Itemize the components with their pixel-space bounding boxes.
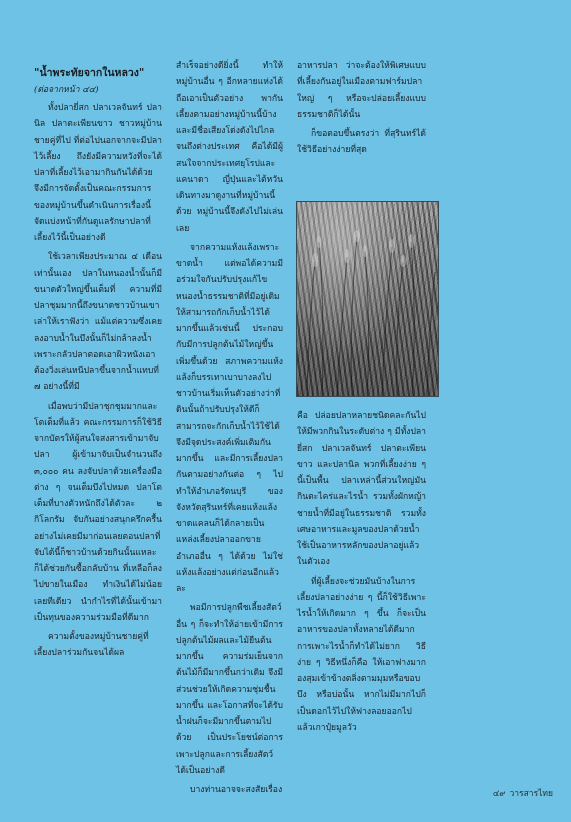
page-footer [493,786,553,800]
crop-field-texture [297,202,438,396]
article-column-3 [297,58,426,159]
crop-field-photo [296,201,439,397]
article-column-2 [176,58,283,798]
article-heading: "น้ำพระทัยจากในหลวง" [34,67,145,79]
paragraph: จากความแห้งแล้งเพราะขาดน้ำ แต่พอได้ความมีอร่วมใจกันปรับปรุงแก้ไขหนองน้ำธรรมชาติที่มีอยู่เดิมให้สามารถกักเก็บน้ำไว้ได้มากขึ้นแล้วเช่นนี้ ประกอบกับมีการปลูกต้นไม้ใหญ่ขึ้นเพิ่มขึ้นด้วย สภาพความแห้งแล้งก็บรรเทาเบาบางลงไป ชาวบ้านเริ่มเห็นตัวอย่างว่าที่ดินนั้นถ้าปรับปรุงให้ดีก็สามารถจะกักเก็บน้ำไว้ใช้ได้ จึงมีจุดประสงค์เพิ่มเติมกันมากขึ้น และมีการเลี้ยงปลากันตามอย่างกันต่อ ๆ ไป ทำให้อำเภอรัตนบุรี ของจังหวัดสุรินทร์ที่เคยแห้งแล้งขาดแคลนก็ได้กลายเป็นแหล่งเลี้ยงปลาออกขายอำเภออื่น ๆ ได้ด้วย ไม่ใช่แห้งแล้งอย่างแต่ก่อนอีกแล้วละ [176,242,283,594]
continued-note: (ต่อจากหน้า ๔๔) [34,85,99,95]
paragraph: เมื่อพบว่ามีปลาชุกชุมมากและโตเต็มที่แล้ว คณะกรรมการก็ใช้วิธีจากบัตรให้ผู้สนใจสงสารเข้ามาจับปลา ผู้เข้ามาจับเป็นจำนวนถึง ๓,๐๐๐ คน ลงจับปลาด้วยเครื่องมือต่าง ๆ จนเต็มบึงไปหมด ปลาโตเต็มที่บางตัวหนักถึงได้ตัวละ ๒ กิโลกรัม จับกันอย่างสนุกครึกครื้นอย่างไม่เคยมีมาก่อนเลยตอนปลาที่จับได้นี้ก็ชาวบ้านด้วยกินนั้นแหละก็ได้ช่วยกันซื้อกลับบ้าน ที่เหลือก็ลงไปขายในเมือง ทำเงินได้ไม่น้อยเลยทีเดียว นำกำไรที่ได้นั้นเข้ามาเป็นทุนของความร่วมมือที่ดีมาก [34,401,162,623]
paragraph: ก็ขอตอบขึ้นตรงว่า ที่สุรินทร์ได้ใช้วิธีอย่างง่ายที่สุด [297,129,426,156]
paragraph: ที่ผู้เลี้ยงจะช่วยมันบ้างในการเลี้ยงปลาอย่างง่าย ๆ นี้ก็ใช้วิธีเพาะไรน้ำให้เกิดมาก ๆ ขึ้น ก็จะเป็นอาหารของปลาทั้งหลายได้ดีมาก การเพาะไรน้ำก็ทำได้ไม่ยาก วิธีง่าย ๆ วิธีหนึ่งก็คือ ให้เอาฟางมากองสุมเข้าข้างตลิ่งตามมุมหรือขอบบึง หรือบ่อนั้น หากไม่มีมากไปก็เป็นดอกไว้ไปให้ฟางลอยออกไป แล้วเกาปุ๋ยมูลวัว [297,576,426,733]
magazine-name: วารสารไทย [509,789,553,799]
paragraph: ความตั้งของหมู่บ้านชายคู่ที่เลี้ยงปลาร่วมกันจนได้ผล [34,632,149,659]
paragraph: พอมีการปลูกพืชเลี้ยงสัตว์อื่น ๆ ก็จะทำให้อ่ายเข้ามีการปลูกต้นไม้ผลและไม้ยืนต้นมากขึ้น ความร่มเย็นจากต้นไม้ก็มีมากขึ้นกว่าเดิม จึงมีส่วนช่วยให้เกิดความชุ่มชื้นมากขึ้น และโอกาสที่จะได้รับน้ำฝนก็จะมีมากขึ้นตามไปด้วย เป็นประโยชน์ต่อการเพาะปลูกและการเลี้ยงสัตว์ได้เป็นอย่างดี [176,603,283,776]
paragraph: อาหารปลา ว่าจะต้องให้พิเศษแบบที่เลี้ยงกันอยู่ในเมืองตามฟาร์มปลาใหญ่ ๆ หรือจะปล่อยเลี้ยงแบบธรรมชาติก็ได้นั้น [297,61,426,120]
paragraph: ทั้งปลายี่สก ปลาเวลจันทร์ ปลานิล ปลาตะเพียนขาว ชาวหมู่บ้านชายคู่ที่ไป ที่ต่อไปนอกจากจะมีปลาไว้เลี้ยง ถึงยังมีความหวังที่จะได้ปลาที่เลี้ยงไว้เอามากินกันได้ด้วย จึงมีการจัดตั้งเป็นคณะกรรมการของหมู่บ้านขึ้นดำเนินการเรื่องนี้ จัดแบ่งหน้าที่กันดูแลรักษาปลาที่เลี้ยงไว้นี้เป็นอย่างดี [34,103,162,243]
article-column-3-continued [297,408,426,736]
paragraph: สำเร็จอย่างดียิ่งนี้ ทำให้หมู่บ้านอื่น ๆ อีกหลายแห่งได้ถือเอาเป็นตัวอย่าง พากันเลี้ยงตามอย่างหมู่บ้านนี้บ้าง และมีชื่อเสียงโด่งดังไปไกลจนถึงต่างประเทศ คือได้มีผู้สนใจจากประเทศยุโรปและแคนาดา ญี่ปุ่นและไต้หวัน เดินทางมาดูงานที่หมู่บ้านนี้ด้วย หมู่บ้านนี้จึงดังไปไม่เล่นเลย [176,61,283,234]
page-number: ๔๙ [492,789,506,799]
paragraph: บางท่านอาจจะสงสัยเรื่อง [190,785,283,795]
article-column-1 [34,66,162,662]
paragraph: คือ ปล่อยปลาหลายชนิดคละกันไป ให้มีพวกกินในระดับต่าง ๆ มีทั้งปลายี่สก ปลาเวลจันทร์ ปลาตะเพียนขาว และปลานิล พวกที่เลี้ยงง่าย ๆ นี้เป็นพื้น ปลาเหล่านี้ส่วนใหญ่มันกินตะไคร่และไรน้ำ รวมทั้งผักหญ้าชายน้ำที่มีอยู่ในธรรมชาติ รวมทั้งเศษอาหารและมูลของปลาด้วยน้ำ ใช้เป็นอาหารหลักของปลาอยู่แล้วในตัวเอง [297,411,426,568]
paragraph: ใช้เวลาเพียงประมาณ ๔ เดือนเท่านั้นเอง ปลาในหนองน้ำนั้นก็มีขนาดตัวใหญ่ขึ้นเต็มที่ ความที่มีปลาชุมมากนี้ถึงขนาดชาวบ้านเขาเล่าให้เราฟังว่า แม้แต่ความซึ่งเคยลงอาบน้ำในบึงนั้นก็ไม่กล้าลงน้ำ เพราะกลัวปลาตอดเอาผิวหนังเอา ต้องวิ่งเล่นหนีปลาขึ้นจากน้ำแทบที่ ๗ อย่างนี้ที่มี [34,252,162,393]
